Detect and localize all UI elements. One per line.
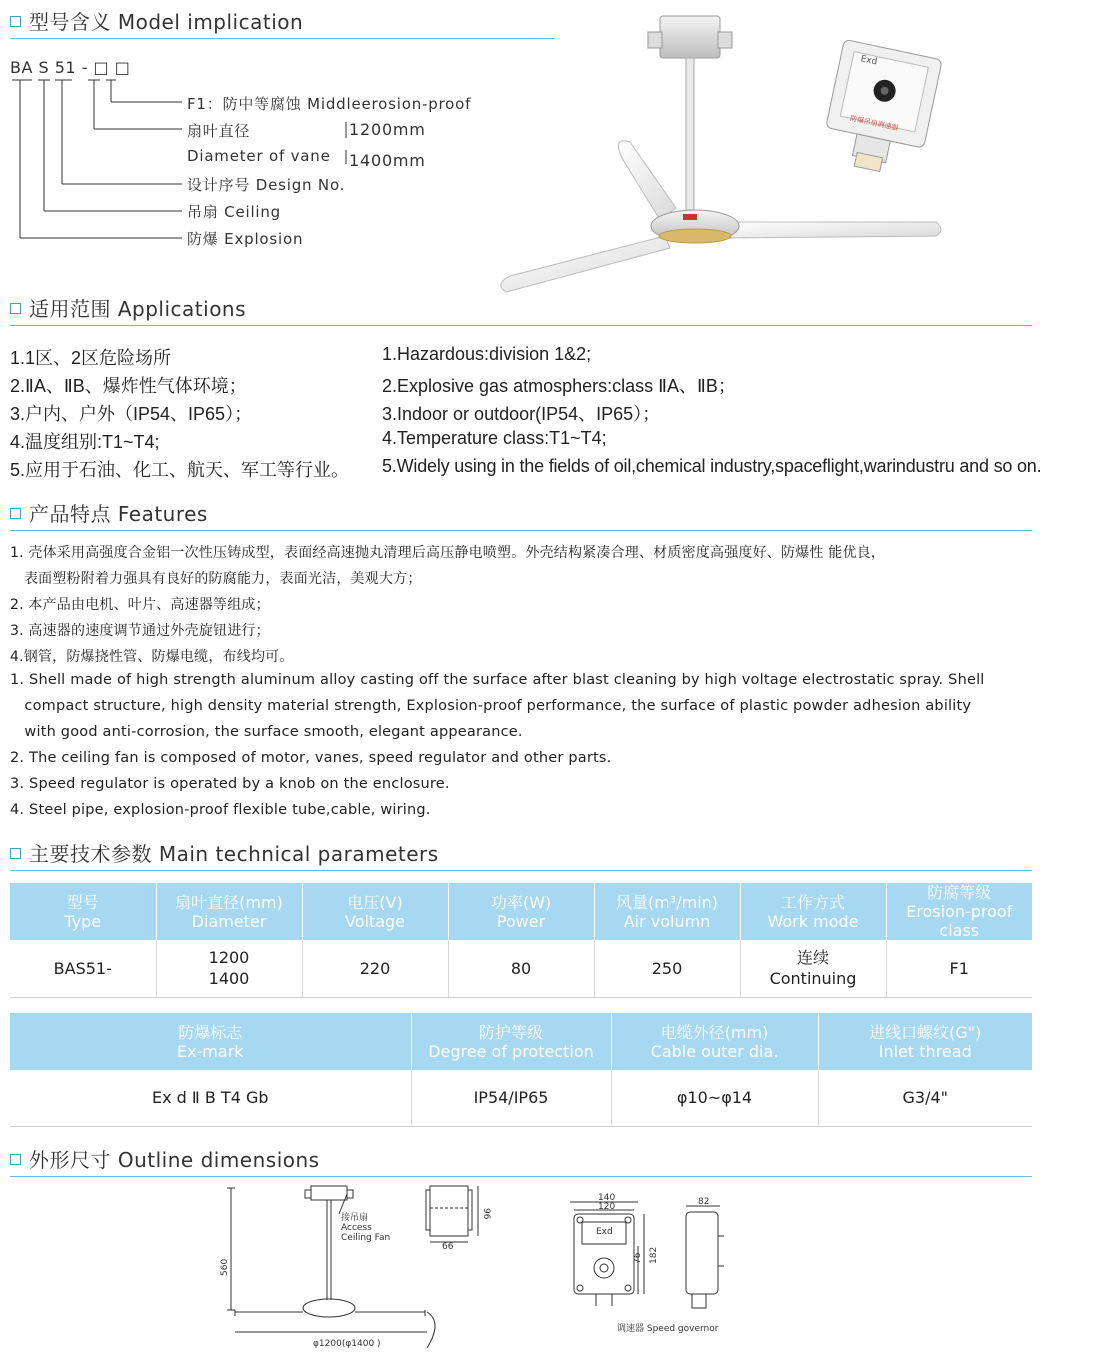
model-ceiling: 吊扇 Ceiling xyxy=(187,203,282,221)
table-header: 型号 Type xyxy=(10,883,156,940)
table-cell: G3/4" xyxy=(818,1070,1032,1126)
governor-width-120: 120 xyxy=(598,1202,616,1212)
table-header-row xyxy=(10,1013,1032,1070)
table-header: 电压(V) Voltage xyxy=(302,883,448,940)
section-title-features: 产品特点 Features xyxy=(10,498,208,527)
section-title-applications: 适用范围 Applications xyxy=(10,293,246,322)
regulator-caption-label: 防爆吊扇调速器 xyxy=(849,114,899,133)
table-header: 防爆标志 Ex-mark xyxy=(10,1013,411,1070)
model-explosion: 防爆 Explosion xyxy=(187,230,304,248)
feature-line-cn-4: 3. 高速器的速度调节通过外壳旋钮进行； xyxy=(10,623,270,639)
governor-caption: 调速器 Speed governor xyxy=(617,1324,719,1334)
governor-side-outline xyxy=(680,1196,730,1316)
box-width-label: 66 xyxy=(442,1242,454,1252)
square-bullet-icon xyxy=(10,16,21,27)
feature-line-en-4: 2. The ceiling fan is composed of motor, vanes, speed regulator and other parts. xyxy=(10,750,612,766)
feature-line-cn-3: 2. 本产品由电机、叶片、高速器等组成； xyxy=(10,597,270,613)
table-row xyxy=(10,940,1032,997)
table-cell: 80 xyxy=(448,940,594,997)
table-header: 风量(m³/min) Air volumn xyxy=(594,883,740,940)
app-en-5: 5.Widely using in the fields of oil,chemical industry,spaceflight,warindustru and so on. xyxy=(382,456,1042,476)
feature-line-en-3: with good anti-corrosion, the surface smooth, elegant appearance. xyxy=(10,724,523,740)
table-header: 防护等级 Degree of protection xyxy=(411,1013,611,1070)
fan-access-en1: Access xyxy=(341,1223,372,1233)
model-design: 设计序号 Design No. xyxy=(187,176,346,194)
app-en-2: 2.Explosive gas atmosphers:class ⅡA、ⅡB； xyxy=(382,376,736,396)
app-cn-4: 4.温度组别:T1~T4; xyxy=(10,432,160,452)
square-bullet-icon xyxy=(10,303,21,314)
app-en-3: 3.Indoor or outdoor(IP54、IP65）； xyxy=(382,404,661,424)
speed-regulator-image xyxy=(815,38,945,178)
feature-line-en-1: 1. Shell made of high strength aluminum alloy casting off the surface after blast cleaning by high voltage electrostatic spray. Shell xyxy=(10,672,985,688)
feature-line-cn-2: 表面塑粉附着力强具有良好的防腐能力，表面光洁，美观大方； xyxy=(10,571,422,587)
feature-line-en-2: compact structure, high density material strength, Explosion-proof performance, the surface of plastic powder adhesion ability xyxy=(10,698,972,714)
model-size-1400: 1400mm xyxy=(349,151,426,170)
table-cell: φ10~φ14 xyxy=(611,1070,818,1126)
table-cell: IP54/IP65 xyxy=(411,1070,611,1126)
table-header: 进线口螺纹(G") Inlet thread xyxy=(818,1013,1032,1070)
table-cell: 220 xyxy=(302,940,448,997)
table-header: 工作方式 Work mode xyxy=(740,883,886,940)
app-cn-1: 1.1区、2区危险场所 xyxy=(10,348,172,368)
feature-line-cn-5: 4.钢管，防爆挠性管、防爆电缆，布线均可。 xyxy=(10,649,294,665)
model-size-1200: 1200mm xyxy=(349,120,426,139)
regulator-exd-label: Exd xyxy=(859,54,879,68)
section-rule xyxy=(10,325,1032,326)
square-bullet-icon xyxy=(10,508,21,519)
governor-height-182: 182 xyxy=(649,1246,659,1264)
section-rule xyxy=(10,1176,1032,1177)
table-header-row xyxy=(10,883,1032,940)
section-rule xyxy=(10,530,1032,531)
table-cell: Ex d Ⅱ B T4 Gb xyxy=(10,1070,411,1126)
table-header: 防腐等级 Erosion-proof class xyxy=(886,883,1032,940)
params-table-2 xyxy=(10,1013,1032,1127)
fan-outline-drawing xyxy=(215,1182,445,1354)
table-cell: 连续 Continuing xyxy=(740,940,886,997)
table-cell: BAS51- xyxy=(10,940,156,997)
square-bullet-icon xyxy=(10,848,21,859)
model-code: BA S 51 - □ □ xyxy=(10,58,131,77)
fan-access-cn: 接吊扇 xyxy=(341,1213,369,1223)
feature-line-en-6: 4. Steel pipe, explosion-proof flexible tube,cable, wiring. xyxy=(10,802,431,818)
table-header: 电缆外径(mm) Cable outer dia. xyxy=(611,1013,818,1070)
section-title-model: 型号含义 Model implication xyxy=(10,6,303,35)
table-cell: 250 xyxy=(594,940,740,997)
section-rule xyxy=(10,38,555,39)
governor-side-width: 82 xyxy=(698,1197,710,1207)
app-cn-2: 2.ⅡA、ⅡB、爆炸性气体环境； xyxy=(10,376,247,396)
section-rule xyxy=(10,870,1032,871)
model-f1: F1：防中等腐蚀 Middleerosion-proof xyxy=(187,95,472,113)
section-title-params: 主要技术参数 Main technical parameters xyxy=(10,838,439,867)
square-bullet-icon xyxy=(10,1154,21,1165)
table-header: 功率(W) Power xyxy=(448,883,594,940)
model-vane-cn: 扇叶直径 xyxy=(187,122,251,140)
params-table-1 xyxy=(10,883,1032,998)
governor-exd-label: Exd xyxy=(596,1227,613,1237)
governor-height-76: 76 xyxy=(633,1252,643,1264)
fan-height-label: 560 xyxy=(220,1258,230,1276)
section-title-outline: 外形尺寸 Outline dimensions xyxy=(10,1144,320,1173)
model-vane-en: Diameter of vane xyxy=(187,147,331,165)
fan-access-en2: Ceiling Fan xyxy=(341,1233,391,1243)
table-row xyxy=(10,1070,1032,1126)
box-height-label: 96 xyxy=(481,1208,491,1220)
app-en-4: 4.Temperature class:T1~T4; xyxy=(382,428,607,448)
table-cell: F1 xyxy=(886,940,1032,997)
app-cn-5: 5.应用于石油、化工、航天、军工等行业。 xyxy=(10,460,350,480)
governor-width-140: 140 xyxy=(598,1193,616,1203)
feature-line-en-5: 3. Speed regulator is operated by a knob on the enclosure. xyxy=(10,776,450,792)
table-cell: 1200 1400 xyxy=(156,940,302,997)
governor-front-outline xyxy=(560,1190,660,1320)
feature-line-cn-1: 1. 壳体采用高强度合金铝一次性压铸成型，表面经高速抛丸清理后高压静电喷塑。外壳结构紧凑合理、材质密度高强度好、防爆性 能优良， xyxy=(10,545,886,561)
app-en-1: 1.Hazardous:division 1&2; xyxy=(382,344,592,364)
fan-diameter-label: φ1200(φ1400 ) xyxy=(313,1339,381,1349)
app-cn-3: 3.户内、户外（IP54、IP65）； xyxy=(10,404,253,424)
table-header: 扇叶直径(mm) Diameter xyxy=(156,883,302,940)
junction-box-outline xyxy=(422,1180,492,1252)
